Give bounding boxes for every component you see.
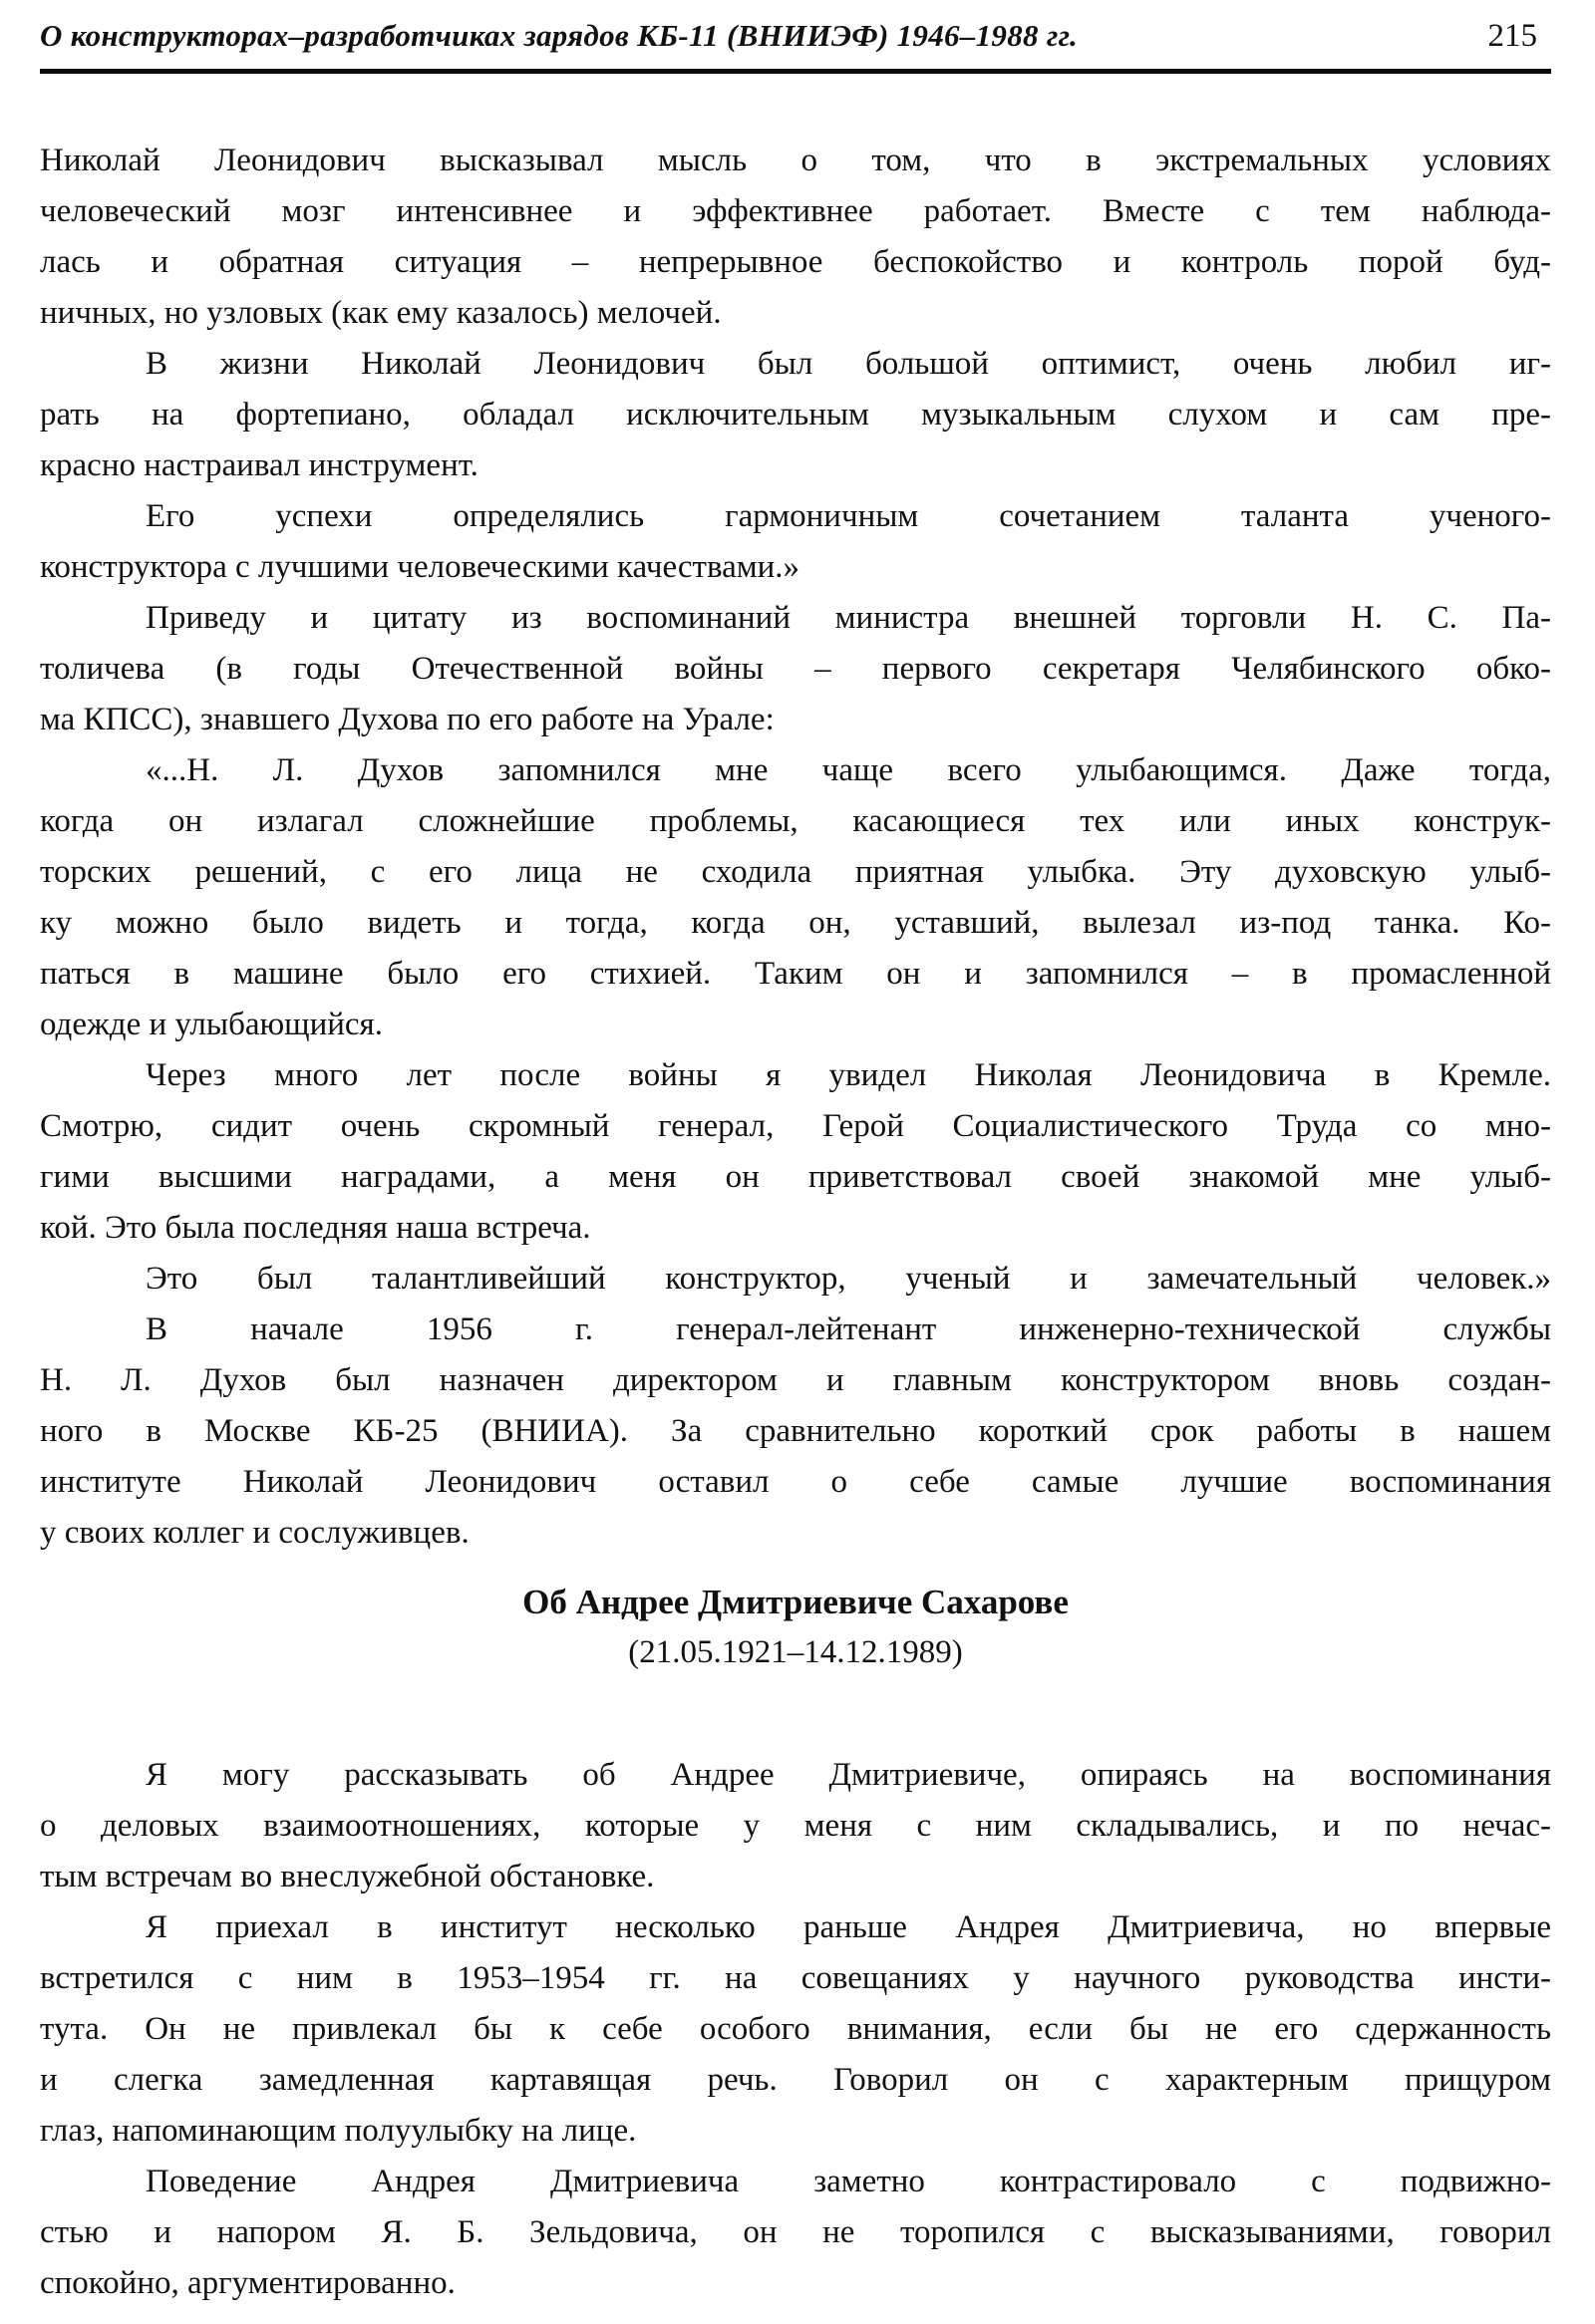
text-line: конструктора с лучшими человеческими качествами.»: [40, 549, 800, 585]
text-line: Это был талантливейший конструктор, ученый и замечательный человек.»: [146, 1261, 1551, 1297]
text-line: человеческий мозг интенсивнее и эффективнее работает. Вместе с тем наблюда-: [40, 193, 1551, 229]
paragraph: [40, 339, 1551, 491]
text-line: тым встречам во внеслужебной обстановке.: [40, 1859, 655, 1894]
text-line: торских решений, с его лица не сходила приятная улыбка. Эту духовскую улыб-: [40, 854, 1551, 890]
text-line: ма КПСС), знавшего Духова по его работе на Урале:: [40, 702, 775, 737]
text-line: толичева (в годы Отечественной войны – первого секретаря Челябинского обко-: [40, 651, 1551, 687]
text-line: Его успехи определялись гармоничным сочетанием таланта ученого-: [146, 498, 1551, 534]
text-line: красно настраивал инструмент.: [40, 447, 478, 483]
text-line: рать на фортепиано, обладал исключительным музыкальным слухом и сам пре-: [40, 397, 1551, 433]
text-line: стью и напором Я. Б. Зельдовича, он не торопился с высказываниями, говорил: [40, 2214, 1551, 2250]
running-title: О конструкторах–разработчиках зарядов КБ-11 (ВНИИЭФ) 1946–1988 гг.: [40, 18, 1079, 53]
text-line: глаз, напоминающим полуулыбку на лице.: [40, 2113, 637, 2149]
paragraph: [40, 1305, 1551, 1559]
text-line: Смотрю, сидит очень скромный генерал, Герой Социалистического Труда со мно-: [40, 1108, 1551, 1144]
text-line: В жизни Николай Леонидович был большой оптимист, очень любил иг-: [146, 346, 1551, 382]
text-line: спокойно, аргументированно.: [40, 2265, 456, 2301]
text-line: одежде и улыбающийся.: [40, 1007, 383, 1042]
memoir-sakharov-text: [40, 1750, 1551, 2309]
paragraph: [40, 2157, 1551, 2309]
text-line: Н. Л. Духов был назначен директором и главным конструктором вновь создан-: [40, 1362, 1551, 1398]
text-line: Через много лет после войны я увидел Николая Леонидовича в Кремле.: [146, 1057, 1551, 1093]
text-line: институте Николай Леонидович оставил о себе самые лучшие воспоминания: [40, 1464, 1551, 1500]
text-line: гими высшими наградами, а меня он приветствовал своей знакомой мне улыб-: [40, 1159, 1551, 1195]
paragraph: [40, 1750, 1551, 1902]
section-heading-title: Об Андрее Дмитриевиче Сахарове: [522, 1583, 1069, 1621]
text-line: Приведу и цитату из воспоминаний министра внешней торговли Н. С. Па-: [146, 600, 1551, 636]
paragraph: [40, 491, 1551, 593]
page-number: 215: [1487, 18, 1537, 54]
text-line: ного в Москве КБ-25 (ВНИИА). За сравнительно короткий срок работы в нашем: [40, 1413, 1551, 1449]
text-line: и слегка замедленная картавящая речь. Говорил он с характерным прищуром: [40, 2062, 1551, 2098]
paragraph: [40, 745, 1551, 1050]
paragraph: [40, 136, 1551, 339]
body-text: [40, 74, 1551, 2309]
memoir-dukhov-text: [40, 136, 1551, 1559]
text-line: лась и обратная ситуация – непрерывное беспокойство и контроль порой буд-: [40, 244, 1551, 280]
text-line: тута. Он не привлекал бы к себе особого внимания, если бы не его сдержанность: [40, 2011, 1551, 2047]
paragraph: [40, 1902, 1551, 2157]
text-line: ку можно было видеть и тогда, когда он, уставший, вылезал из-под танка. Ко-: [40, 905, 1551, 941]
text-line: о деловых взаимоотношениях, которые у меня с ним складывались, и по нечас-: [40, 1808, 1551, 1844]
text-line: встретился с ним в 1953–1954 гг. на совещаниях у научного руководства инсти-: [40, 1960, 1551, 1996]
paragraph: [40, 1254, 1551, 1305]
running-header: [40, 14, 1551, 55]
text-line: паться в машине было его стихией. Таким он и запомнился – в промасленной: [40, 956, 1551, 992]
paragraph: [40, 1050, 1551, 1254]
text-line: Я могу рассказывать об Андрее Дмитриевиче, опираясь на воспоминания: [146, 1757, 1551, 1793]
text-line: когда он излагал сложнейшие проблемы, касающиеся тех или иных конструк-: [40, 803, 1551, 839]
text-line: Николай Леонидович высказывал мысль о том, что в экстремальных условиях: [40, 143, 1551, 178]
paragraph: [40, 593, 1551, 745]
text-line: В начале 1956 г. генерал-лейтенант инженерно-технической службы: [146, 1311, 1551, 1347]
text-line: Поведение Андрея Дмитриевича заметно контрастировало с подвижно-: [146, 2164, 1551, 2199]
text-line: у своих коллег и сослуживцев.: [40, 1515, 470, 1551]
text-line: кой. Это была последняя наша встреча.: [40, 1210, 591, 1246]
text-line: «...Н. Л. Духов запомнился мне чаще всего улыбающимся. Даже тогда,: [146, 752, 1551, 788]
text-line: ничных, но узловых (как ему казалось) мелочей.: [40, 295, 722, 331]
section-heading-dates: (21.05.1921–14.12.1989): [628, 1634, 963, 1670]
text-line: Я приехал в институт несколько раньше Андрея Дмитриевича, но впервые: [146, 1909, 1551, 1945]
